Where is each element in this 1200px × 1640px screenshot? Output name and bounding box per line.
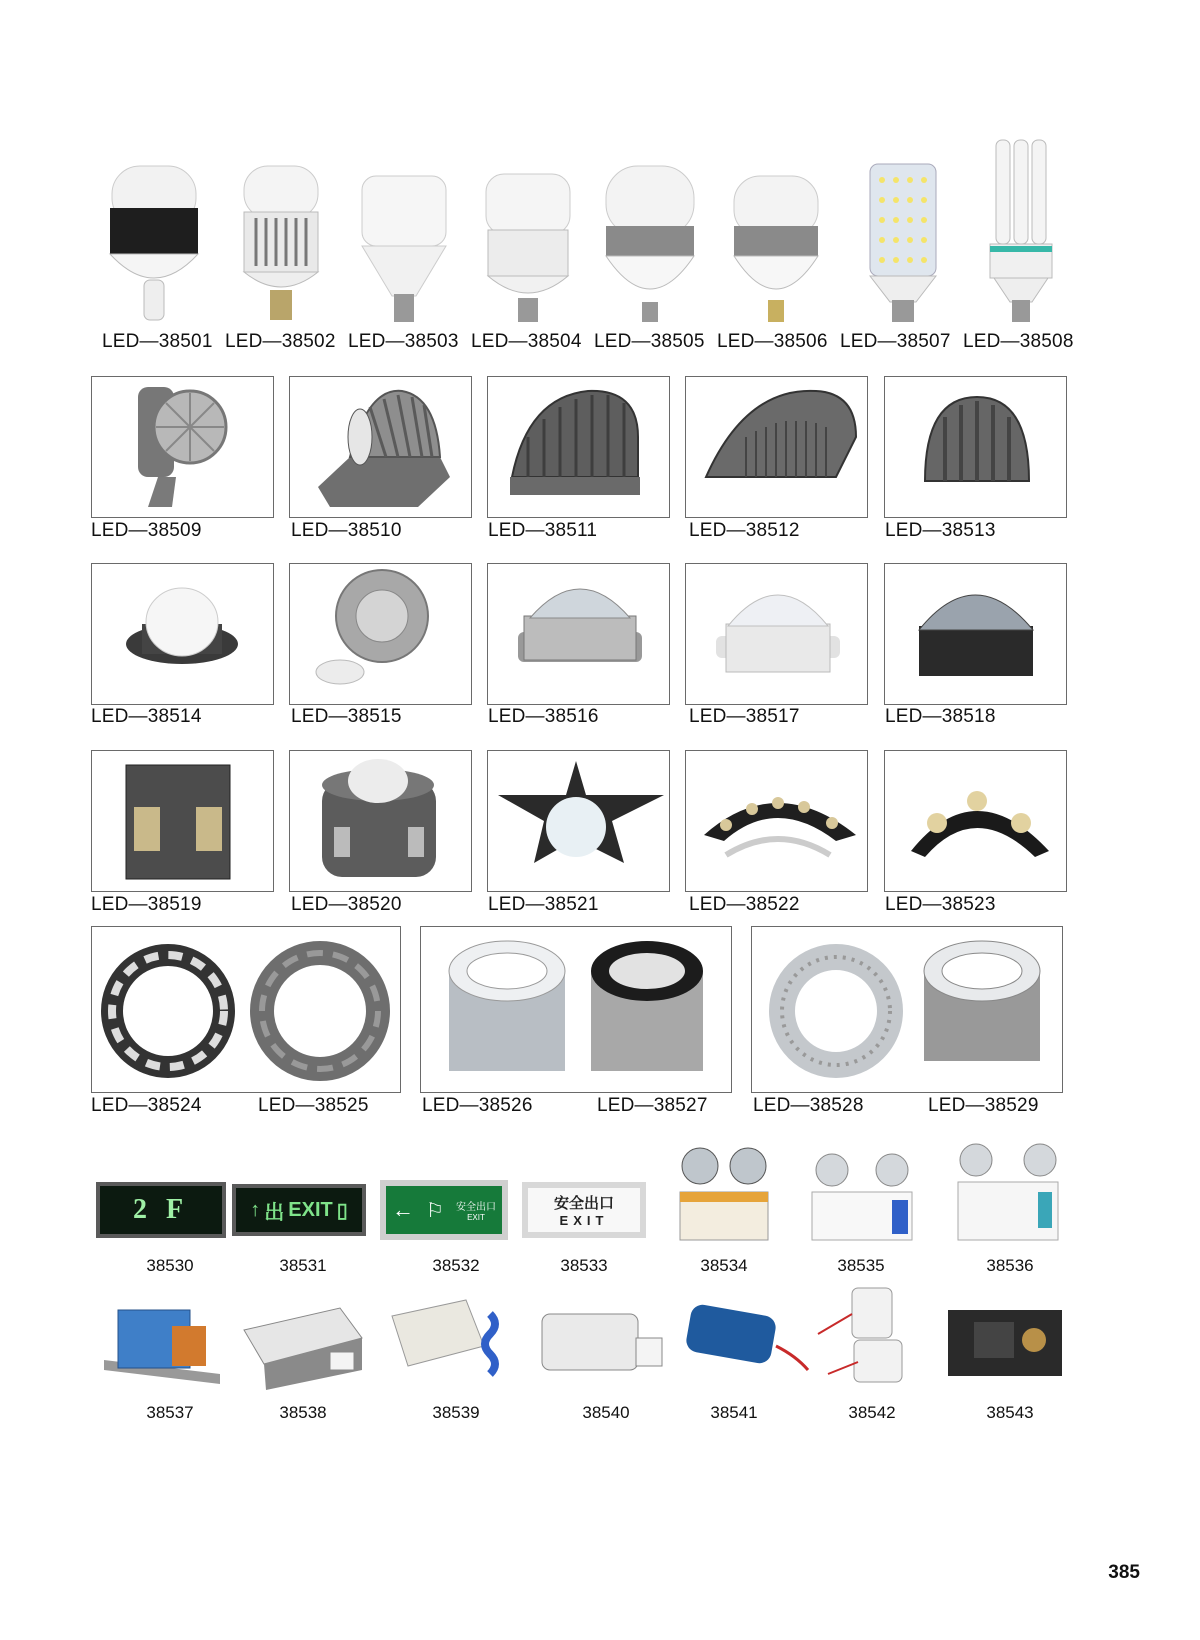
product-code: 38541	[710, 1403, 758, 1422]
product-image-38512	[686, 377, 867, 517]
product-frame-38510	[289, 376, 472, 518]
product-image-38518	[885, 564, 1066, 704]
product-image-38531	[232, 1184, 366, 1236]
product-code: LED—38502	[225, 331, 336, 352]
product-frame-38519	[91, 750, 274, 892]
product-code: LED—38508	[963, 331, 1074, 352]
product-image-38523	[885, 751, 1066, 891]
product-image-38534	[676, 1146, 772, 1246]
product-code: 38539	[432, 1403, 480, 1422]
product-code: 38532	[432, 1256, 480, 1275]
product-code: LED—38523	[885, 894, 996, 915]
product-code: LED—38526	[422, 1095, 533, 1116]
product-code: LED—38503	[348, 331, 459, 352]
product-image-38513	[885, 377, 1066, 517]
exit-sign-floor-text: 2 F	[100, 1186, 222, 1234]
product-frame-38516	[487, 563, 670, 705]
product-code: LED—38520	[291, 894, 402, 915]
product-image-38510	[290, 377, 471, 517]
product-frame-38518	[884, 563, 1067, 705]
product-image-38522	[686, 751, 867, 891]
product-code: LED—38515	[291, 706, 402, 727]
product-code: LED—38504	[471, 331, 582, 352]
product-code: LED—38513	[885, 520, 996, 541]
product-code: LED—38512	[689, 520, 800, 541]
product-image-38520	[290, 751, 471, 891]
product-code: 38534	[700, 1256, 748, 1275]
product-code: 38538	[279, 1403, 327, 1422]
exit-sign-en: EXIT	[288, 1198, 333, 1221]
product-frame-38526-38527	[420, 926, 732, 1093]
product-code: 38537	[146, 1403, 194, 1422]
exit-sign-cn: 出	[264, 1201, 285, 1224]
exit-sign-en: EXIT	[467, 1213, 485, 1222]
product-code: LED—38511	[488, 520, 598, 541]
product-image-38501	[104, 162, 204, 332]
product-image-38543	[944, 1306, 1068, 1382]
product-image-38536	[952, 1142, 1064, 1246]
product-frame-38528-38529	[751, 926, 1063, 1093]
product-frame-38522	[685, 750, 868, 892]
product-code: LED—38509	[91, 520, 202, 541]
product-image-38507	[860, 160, 946, 332]
product-code: LED—38505	[594, 331, 705, 352]
product-code: 38535	[837, 1256, 885, 1275]
product-frame-38524-38525	[91, 926, 401, 1093]
product-image-38514	[92, 564, 273, 704]
product-code: LED—38510	[291, 520, 402, 541]
product-code: LED—38525	[258, 1095, 369, 1116]
product-code: LED—38527	[597, 1095, 708, 1116]
product-image-38538	[240, 1290, 366, 1392]
product-code: LED—38506	[717, 331, 828, 352]
product-code: LED—38519	[91, 894, 202, 915]
product-image-38539	[386, 1286, 524, 1388]
product-code: LED—38501	[102, 331, 213, 352]
product-frame-38512	[685, 376, 868, 518]
product-image-38541	[672, 1300, 812, 1386]
product-code: 38530	[146, 1256, 194, 1275]
product-frame-38520	[289, 750, 472, 892]
product-code: LED—38521	[488, 894, 599, 915]
left-arrow-icon: ←	[392, 1197, 414, 1222]
product-image-38505	[600, 162, 700, 332]
product-code: 38531	[279, 1256, 327, 1275]
product-frame-38517	[685, 563, 868, 705]
product-frame-38513	[884, 376, 1067, 518]
running-man-icon: ⚐	[426, 1199, 444, 1222]
product-code: LED—38514	[91, 706, 202, 727]
product-frame-38509	[91, 376, 274, 518]
product-code: LED—38518	[885, 706, 996, 727]
product-code: 38536	[986, 1256, 1034, 1275]
product-image-38502	[236, 162, 326, 332]
product-image-38526-38527	[421, 927, 731, 1092]
product-code: LED—38507	[840, 331, 951, 352]
door-icon: ▯	[336, 1199, 348, 1222]
product-image-38524-38525	[92, 927, 400, 1092]
product-image-38530	[96, 1182, 226, 1238]
product-code: LED—38524	[91, 1095, 202, 1116]
product-code: 38542	[848, 1403, 896, 1422]
product-image-38540	[532, 1304, 666, 1386]
product-frame-38514	[91, 563, 274, 705]
product-code: 38540	[582, 1403, 630, 1422]
page-number: 385	[1108, 1562, 1140, 1583]
product-image-38509	[92, 377, 273, 517]
product-image-38533	[522, 1182, 646, 1238]
product-image-38535	[806, 1152, 918, 1246]
product-frame-38511	[487, 376, 670, 518]
product-code: LED—38516	[488, 706, 599, 727]
product-frame-38521	[487, 750, 670, 892]
product-image-38511	[488, 377, 669, 517]
product-image-38528-38529	[752, 927, 1062, 1092]
exit-sign-en: EXIT	[559, 1213, 609, 1228]
product-image-38542	[808, 1284, 932, 1388]
product-image-38517	[686, 564, 867, 704]
exit-sign-cn: 安全出口	[553, 1195, 614, 1212]
product-image-38504	[480, 170, 576, 332]
up-arrow-icon: ↑	[250, 1198, 261, 1221]
product-image-38503	[356, 172, 452, 332]
product-image-38519	[92, 751, 273, 891]
product-image-38516	[488, 564, 669, 704]
product-image-38521	[488, 751, 669, 891]
product-code: 38533	[560, 1256, 608, 1275]
product-code: LED—38528	[753, 1095, 864, 1116]
product-code: LED—38517	[689, 706, 800, 727]
product-image-38515	[290, 564, 471, 704]
product-code: 38543	[986, 1403, 1034, 1422]
product-image-38508	[986, 134, 1056, 332]
exit-sign-cn: 安全出口	[455, 1202, 496, 1213]
product-image-38532	[380, 1180, 508, 1240]
product-frame-38515	[289, 563, 472, 705]
product-frame-38523	[884, 750, 1067, 892]
product-code: LED—38529	[928, 1095, 1039, 1116]
product-image-38506	[728, 172, 824, 332]
product-image-38537	[100, 1290, 224, 1392]
product-code: LED—38522	[689, 894, 800, 915]
